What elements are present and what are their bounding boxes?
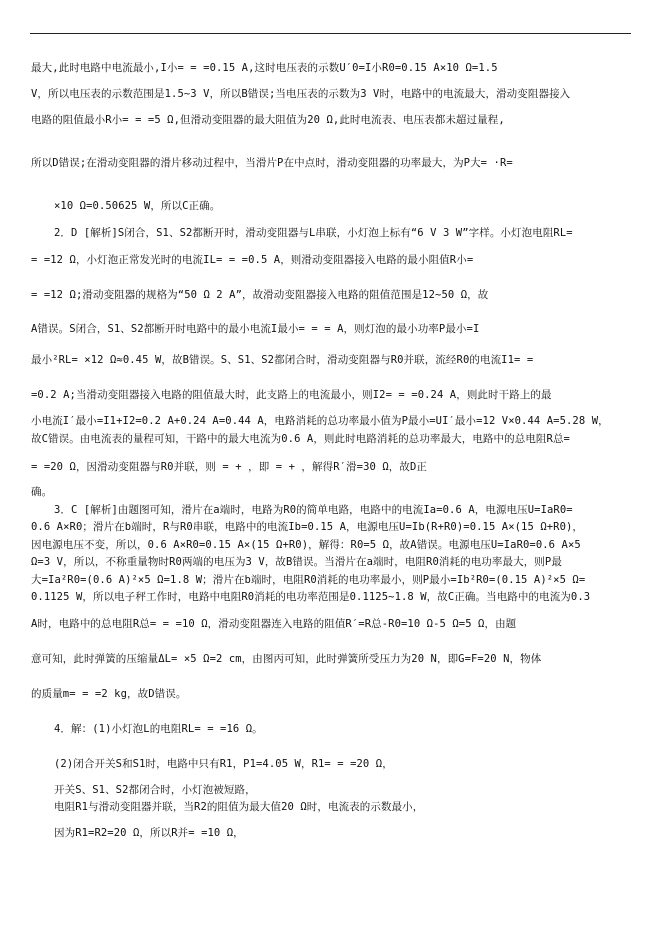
text-line: 大=Ia²R0=(0.6 A)²×5 Ω=1.8 W；滑片在b端时，电阻R0消耗的电功率最小，则P最小=Ib²R0=(0.15 A)²×5 Ω= bbox=[31, 574, 586, 586]
text-line: = =12 Ω，小灯泡正常发光时的电流IL= = =0.5 A，则滑动变阻器接入电路的最小阻值R小= bbox=[31, 254, 474, 266]
text-line: V，所以电压表的示数范围是1.5~3 V，所以B错误;当电压表的示数为3 V时，电路中的电流最大，滑动变阻器接入 bbox=[31, 88, 571, 100]
text-line: 小电流I′最小=I1+I2=0.2 A+0.24 A=0.44 A，电路消耗的总功率最小值为P最小=UI′最小=12 V×0.44 A=5.28 W， bbox=[31, 415, 609, 427]
text-line: A错误。S闭合，S1、S2都断开时电路中的最小电流I最小= = = A，则灯泡的最小功率P最小=I bbox=[31, 323, 480, 335]
text-line: 意可知，此时弹簧的压缩量ΔL= ×5 Ω=2 cm，由图丙可知，此时弹簧所受压力为20 N，即G=F=20 N，物体 bbox=[31, 653, 542, 665]
text-line: ×10 Ω=0.50625 W，所以C正确。 bbox=[54, 200, 221, 212]
text-line: 故C错误。由电流表的量程可知，干路中的最大电流为0.6 A，则此时电路消耗的总功率最大，电路中的总电阻R总= bbox=[31, 433, 570, 445]
text-line: 因电源电压不变，所以，0.6 A×R0=0.15 A×(15 Ω+R0)，解得：R0=5 Ω，故A错误。电源电压U=IaR0=0.6 A×5 bbox=[31, 539, 581, 551]
text-line: 电阻R1与滑动变阻器并联，当R2的阻值为最大值20 Ω时，电流表的示数最小， bbox=[54, 801, 424, 813]
text-line: Ω=3 V，所以，不称重量物时R0两端的电压为3 V，故B错误。当滑片在a端时，电阻R0消耗的电功率最大，则P最 bbox=[31, 556, 562, 568]
text-line: A时，电路中的总电阻R总= = =10 Ω，滑动变阻器连入电路的阻值R′=R总-R0=10 Ω-5 Ω=5 Ω，由题 bbox=[31, 618, 517, 630]
header-rule bbox=[30, 33, 631, 34]
text-line: 2．D [解析]S闭合，S1、S2都断开时，滑动变阻器与L串联，小灯泡上标有“6 V 3 W”字样。小灯泡电阻RL= bbox=[54, 227, 573, 239]
text-line: 因为R1=R2=20 Ω，所以R并= =10 Ω， bbox=[54, 827, 244, 839]
text-line: =0.2 A;当滑动变阻器接入电路的阻值最大时，此支路上的电流最小，则I2= = =0.24 A，则此时干路上的最 bbox=[31, 389, 552, 401]
text-line: 开关S、S1、S2都闭合时，小灯泡被短路， bbox=[54, 784, 256, 796]
text-line: 所以D错误;在滑动变阻器的滑片移动过程中，当滑片P在中点时，滑动变阻器的功率最大，为P大= ·R= bbox=[31, 157, 513, 169]
text-line: 3．C [解析]由题图可知，滑片在a端时，电路为R0的简单电路，电路中的电流Ia=0.6 A，电源电压U=IaR0= bbox=[54, 504, 573, 516]
text-line: 4．解：(1)小灯泡L的电阻RL= = =16 Ω。 bbox=[54, 723, 263, 735]
text-line: (2)闭合开关S和S1时，电路中只有R1，P1=4.05 W，R1= = =20 Ω， bbox=[54, 758, 393, 770]
text-line: 的质量m= = =2 kg，故D错误。 bbox=[31, 688, 187, 700]
text-line: 电路的阻值最小R小= = =5 Ω,但滑动变阻器的最大阻值为20 Ω,此时电流表、电压表都未超过量程, bbox=[31, 114, 505, 126]
text-line: 确。 bbox=[31, 486, 53, 498]
text-line: 最大,此时电路中电流最小,I小= = =0.15 A,这时电压表的示数U′0=I小R0=0.15 A×10 Ω=1.5 bbox=[31, 62, 498, 74]
text-line: 0.6 A×R0；滑片在b端时，R与R0串联，电路中的电流Ib=0.15 A，电源电压U=Ib(R+R0)=0.15 A×(15 Ω+R0)， bbox=[31, 521, 584, 533]
text-line: 0.1125 W，所以电子秤工作时，电路中电阻R0消耗的电功率范围是0.1125~1.8 W，故C正确。当电路中的电流为0.3 bbox=[31, 591, 591, 603]
text-line: = =12 Ω;滑动变阻器的规格为“50 Ω 2 A”，故滑动变阻器接入电路的阻值范围是12~50 Ω，故 bbox=[31, 289, 489, 301]
text-line: 最小²RL= ×12 Ω≈0.45 W，故B错误。S、S1、S2都闭合时，滑动变阻器与R0并联，流经R0的电流I1= = bbox=[31, 354, 534, 366]
text-line: = =20 Ω，因滑动变阻器与R0并联，则 = + ，即 = + ，解得R′滑=30 Ω，故D正 bbox=[31, 461, 427, 473]
